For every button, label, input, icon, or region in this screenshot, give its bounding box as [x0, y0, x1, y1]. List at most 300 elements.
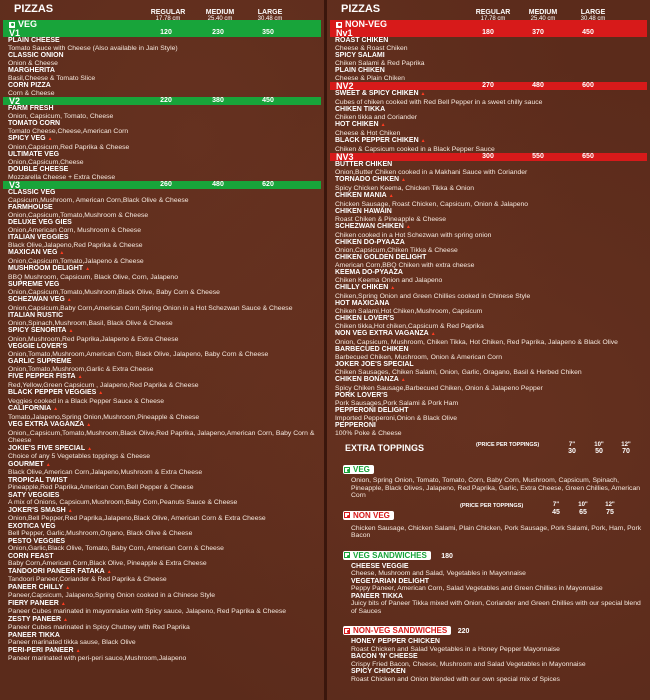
group-price: 350 [262, 29, 274, 36]
menu-item-desc: Chiken tikka and Coriander [335, 113, 417, 121]
menu-item-title: SWEET & SPICY CHIKEN [335, 90, 419, 97]
menu-item-desc: Red,Yellow,Green Capsicum , Jalapeno,Red Paprika & Cheese [8, 381, 199, 389]
menu-item-desc: Onion,American Corn, Mushroom & Cheese [8, 226, 141, 234]
chili-icon: ▲ [420, 138, 426, 144]
menu-item-name [8, 265, 324, 274]
menu-item-title: TORNADO CHIKEN [335, 176, 400, 183]
menu-item-title: FIVE PEPPER FISTA [8, 373, 76, 380]
menu-item-title: HOT MAXICANA [335, 300, 390, 307]
nonveg-toppings-pill: NON VEG [343, 511, 394, 520]
sandwich-desc: Roast Chicken and Salad Vegetables in a Honey Pepper Mayonnaise [351, 645, 560, 653]
menu-item-name [335, 52, 650, 60]
nonveg-sandwich-items [343, 638, 642, 683]
menu-item-name [8, 445, 324, 454]
menu-item-name [335, 284, 650, 293]
menu-item-title: FIERY PANEER [8, 599, 59, 607]
sandwich-name: BACON 'N' CHEESE [351, 653, 418, 660]
menu-item-title: SPICY SENORITA [8, 327, 67, 334]
veg-toppings-pill: VEG [343, 465, 374, 474]
menu-item-title: ZESTY PANEER [8, 615, 62, 623]
menu-item-desc: Onion,Bell Pepper,Red Paprika,Jalapeno,Black Olive, American Corn & Extra Cheese [8, 515, 266, 522]
extra-size-10: 10" [594, 442, 604, 448]
menu-item-title: PANEER CHILLY [8, 583, 64, 591]
menu-item-name [8, 189, 324, 197]
menu-item-name [8, 234, 324, 242]
sandwich-name: CHEESE VEGGIE [351, 562, 409, 570]
group-price: 480 [212, 181, 224, 188]
menu-item-name [8, 600, 324, 609]
menu-item-desc: Chiken cooked in a Hot Schezwan with spring onion [335, 231, 492, 239]
veg-topping-price-7: 30 [568, 448, 576, 455]
menu-item-name [8, 82, 324, 90]
menu-item-desc: Chiken Salami,Hot Chiken,Mushroom, Capsicum [335, 307, 483, 315]
sandwich-desc: Juicy bits of Paneer Tikka mixed with Onion, Coriander and Green Chillies with our special blend of Sauces [351, 600, 641, 615]
menu-item-title: TANDOORI PANEER FATAKA [8, 567, 105, 575]
menu-item-title: CHIKEN GOLDEN DELIGHT [335, 254, 427, 261]
menu-item-title: NON VEG EXTRA VAGANZA [335, 330, 429, 337]
menu-item-name [335, 121, 650, 130]
chili-icon: ▲ [98, 390, 104, 396]
menu-item-desc: Chiken tikka,Hot chiken,Capsicum & Red Paprika [335, 322, 484, 330]
chili-icon: ▲ [106, 568, 112, 575]
menu-item-name [8, 523, 324, 531]
chili-icon: ▲ [430, 331, 436, 337]
menu-item-name [8, 120, 324, 128]
menu-item-name [8, 166, 324, 174]
menu-item-title: SCHEZWAN CHIKEN [335, 223, 404, 230]
menu-item-desc: Onion,Capsicum,Cheese [8, 158, 84, 166]
chili-icon: ▲ [86, 422, 92, 428]
nonveg-price-note: (PRICE PER TOPPINGS) [460, 502, 524, 509]
nonveg-groups [327, 29, 650, 437]
price-group-code: Nv1 [336, 28, 353, 38]
menu-item-title: ROAST CHIKEN [335, 37, 389, 44]
menu-item-title: DELUXE VEG GIES [8, 219, 72, 226]
menu-items [327, 37, 650, 82]
menu-item-desc: Roast Chiken & Pineapple & Cheese [335, 215, 447, 223]
menu-item-desc: Basil,Cheese & Tomato Slice [8, 74, 96, 82]
menu-item-desc: Onion,Capsicum,Red Paprika & Cheese [8, 143, 130, 151]
menu-item-title: JOKER JOE'S SPECIAL [335, 361, 414, 368]
group-price: 380 [212, 97, 224, 104]
price-group-code: V3 [9, 180, 21, 190]
menu-item-name [335, 90, 650, 99]
sandwich-name: PANEER TIKKA [351, 592, 403, 600]
menu-item-title: BUTTER CHIKEN [335, 161, 393, 168]
menu-item-title: CHILLY CHIKEN [335, 284, 389, 291]
menu-item-title: VEG EXTRA VAGANZA [8, 421, 85, 428]
chili-icon: ▲ [75, 647, 81, 654]
menu-item-name [335, 269, 650, 277]
menu-item-title: DOUBLE CHEESE [8, 166, 69, 173]
menu-item-name [8, 281, 324, 289]
menu-item-desc: Onion,Capsicum,Tomato,Mushroom & Cheese [8, 211, 149, 219]
veg-label-bar: VEG [3, 20, 321, 29]
menu-item-desc: Chiken & Capsicum cooked in a Black Pepper Sauce [335, 145, 495, 153]
menu-item-title: CORN PIZZA [8, 82, 51, 89]
chili-icon: ▲ [67, 507, 73, 514]
sandwich-desc: Crispy Fried Bacon, Cheese, Mushroom and Salad Vegetables in Mayonnaise [351, 660, 586, 668]
menu-item-title: PLAIN CHEESE [8, 37, 60, 44]
menu-item-desc: Onion, Capsicum, Tomato, Cheese [8, 112, 114, 120]
menu-item-desc: Corn & Cheese [8, 89, 55, 97]
menu-item-name [8, 327, 324, 336]
menu-item-desc: BBQ Mushroom, Capsicum, Black Olive, Corn, Jalapeno [8, 273, 178, 281]
veg-header [0, 0, 324, 20]
menu-item-title: MUSHROOM DELIGHT [8, 265, 84, 272]
group-price: 600 [582, 82, 594, 89]
menu-item-name [335, 208, 650, 216]
menu-item-title: ITALIAN VEGGIES [8, 234, 69, 241]
menu-item-title: PESTO VEGGIES [8, 537, 66, 545]
menu-item-desc: 100% Poke & Cheese [335, 429, 402, 437]
menu-items [327, 161, 650, 437]
menu-item-title: SUPREME VEG [8, 281, 60, 288]
menu-item-title: PORK LOVER'S [335, 392, 388, 399]
extra-toppings-header [343, 439, 642, 457]
sandwich-desc: Peppy Paneer, American Corn, Salad Vegetables and Green Chillies in Mayonnaise [351, 585, 603, 592]
nv-size-regular: REGULAR [475, 9, 511, 16]
menu-item-desc: Onion, Capsicum, Mushroom, Chiken Tikka, Hot Chiken, Red Paprika, Jalapeno & Black Olive [335, 338, 618, 346]
menu-item-name [8, 358, 324, 366]
menu-item-name [8, 67, 324, 75]
nonveg-sandwiches-pill: NON-VEG SANDWICHES [343, 626, 451, 635]
menu-item-desc: Onion,,Capsicum,Tomato,Mushroom,Black Olive,Red Paprika, Jalapeno,American Corn, Baby Corn & Cheese [8, 429, 315, 444]
menu-item-title: CHIKEN BONANZA [335, 376, 399, 383]
menu-item-desc: Onion,Capsicum,Tomato,Jalapeno & Cheese [8, 257, 144, 265]
menu-item-title: BLACK PEPPER CHIKEN [335, 137, 419, 144]
chili-icon: ▲ [47, 136, 53, 142]
menu-item-desc: Black Olive,Jalapeno,Red Paprika & Cheese [8, 241, 143, 249]
nonveg-symbol-icon [336, 22, 342, 28]
group-price: 370 [532, 29, 544, 36]
menu-item-name [335, 330, 650, 339]
group-price: 550 [532, 153, 544, 160]
menu-item-name [335, 176, 650, 185]
menu-item-desc: Chicken Sausage, Roast Chicken, Capsicum, Onion & Jalapeno [335, 200, 529, 208]
chili-icon: ▲ [66, 297, 72, 303]
nonveg-sandwich-price: 220 [457, 628, 470, 635]
group-price: 620 [262, 181, 274, 188]
menu-item-name [8, 507, 324, 516]
group-price: 270 [482, 82, 494, 89]
chili-icon: ▲ [77, 374, 83, 380]
menu-item-name [8, 343, 324, 351]
menu-item-desc: Bell Pepper, Garlic,Mushroom,Organo, Black Olive & Cheese [8, 530, 193, 537]
menu-item-title: CLASSIC ONION [8, 52, 64, 59]
menu-item-name [8, 312, 324, 320]
menu-item-title: TOMATO CORN [8, 120, 61, 127]
sandwich-name: SPICY CHICKEN [351, 668, 406, 675]
menu-item-desc: Pineapple,Red Paprika,American Corn,Bell Pepper & Cheese [8, 484, 194, 491]
extra-price-note: (PRICE PER TOPPINGS) [476, 442, 540, 448]
menu-item-name [8, 553, 324, 561]
menu-item-desc: Paneer Cubes marinated in Spicy Chutney with Red Paprika [8, 624, 190, 631]
menu-items [0, 189, 324, 663]
menu-item-name [335, 223, 650, 232]
nonveg-topping-price-7: 45 [552, 508, 560, 516]
menu-item-title: FARM FRESH [8, 105, 54, 112]
sandwich-name: HONEY PEPPER CHICKEN [351, 638, 440, 645]
group-price: 120 [160, 29, 172, 36]
nonveg-size-12: 12" [605, 501, 615, 508]
nonveg-toppings [343, 501, 642, 540]
menu-item-name [335, 106, 650, 114]
nv-size-medium: MEDIUM [528, 9, 558, 16]
menu-item-desc: Chiken,Spring Onion and Green Chillies cooked in Chinese Style [335, 292, 531, 300]
menu-item-desc: Tomato,Jalapeno,Spring Onion,Mushroom,Pineapple & Cheese [8, 413, 200, 421]
menu-item-title: BARBECUED CHIKEN [335, 346, 409, 353]
menu-item-name [335, 254, 650, 262]
menu-item-desc: Cheese & Plain Chiken [335, 74, 405, 82]
veg-sandwiches [343, 545, 642, 616]
menu-item-title: SPICY VEG [8, 135, 46, 142]
menu-item-title: GOURMET [8, 460, 44, 468]
menu-item-title: CHIKEN HAWAIN [335, 208, 392, 215]
menu-item-name [8, 296, 324, 305]
menu-item-desc: Paneer Cubes marinated in mayonnaise with Spicy sauce, Jalapeno, Red Paprika & Cheese [8, 608, 287, 615]
menu-item-desc: Cheese & Hot Chiken [335, 129, 401, 137]
price-group-bar [3, 181, 321, 189]
menu-item-title: SCHEZWAN VEG [8, 296, 65, 303]
menu-item-name [8, 249, 324, 258]
menu-item-desc: Onion,Tomato,Mushroom,American Corn, Black Olive, Jalapeno, Baby Corn & Cheese [8, 350, 269, 358]
menu-item-title: JOKIE'S FIVE SPECIAL [8, 444, 86, 452]
chili-icon: ▲ [53, 406, 59, 412]
extra-toppings-title: EXTRA TOPPINGS [345, 443, 425, 453]
menu-items [0, 37, 324, 97]
menu-item-desc: Chiken Sausages, Chiken Salami, Onion, Garlic, Oragano, Basil & Herbed Chiken [335, 368, 582, 376]
menu-item-name [8, 389, 324, 398]
size-large: LARGE [257, 9, 283, 16]
menu-item-name [8, 477, 324, 485]
price-group-code: NV2 [336, 81, 354, 91]
menu-item-name [335, 67, 650, 75]
nonveg-symbol-icon [344, 628, 350, 634]
veg-symbol-icon [344, 467, 350, 473]
menu-item-title: GARLIC SUPREME [8, 358, 72, 365]
price-group-bar [330, 153, 647, 161]
menu-item-name [335, 422, 650, 430]
nonveg-size-7: 7" [552, 501, 560, 508]
extra-toppings-section [327, 439, 650, 683]
menu-item-title: JOKER'S SMASH [8, 506, 66, 514]
veg-sandwich-price: 180 [441, 552, 453, 560]
nonveg-header [327, 0, 650, 20]
menu-item-name [335, 300, 650, 308]
menu-item-name [335, 346, 650, 354]
menu-item-title: CHIKEN MANIA [335, 192, 387, 199]
menu-item-title: PERI-PERI PANEER [8, 646, 74, 654]
chili-icon: ▲ [401, 177, 406, 183]
chili-icon: ▲ [68, 328, 74, 334]
menu-item-title: SPICY SALAMI [335, 52, 385, 59]
chili-icon: ▲ [420, 91, 426, 97]
menu-item-name [8, 568, 324, 577]
group-price: 450 [582, 29, 594, 36]
menu-item-desc: Onion,Capsicum,Baby Corn,American Corn,Spring Onion in a Hot Schezwan Sauce & Cheese [8, 304, 293, 312]
menu-item-name [335, 392, 650, 400]
menu-item-name [8, 405, 324, 414]
menu-item-title: VEGGIE LOVER'S [8, 343, 68, 350]
chili-icon: ▲ [87, 445, 93, 452]
menu-item-title: ULTIMATE VEG [8, 151, 60, 158]
menu-item-name [8, 461, 324, 470]
veg-column [0, 0, 324, 700]
nonveg-column [327, 0, 650, 700]
group-price: 180 [482, 29, 494, 36]
menu-item-name [335, 161, 650, 169]
menu-items [0, 105, 324, 181]
menu-item-title: CALIFORNIA [8, 405, 52, 412]
menu-item-title: ITALIAN RUSTIC [8, 312, 64, 319]
menu-item-desc: Spicy Chicken Keema, Chicken Tikka & Onion [335, 184, 475, 192]
menu-item-desc: Onion,Spinach,Mushroom,Basil, Black Olive & Cheese [8, 319, 173, 327]
menu-items [327, 90, 650, 153]
menu-item-desc: Tomato Sauce with Cheese (Also available in Jain Style) [8, 44, 178, 52]
menu-item-desc: Onion,Capsicum,Tomato,Mushroom,Black Olive, Baby Corn & Cheese [8, 288, 220, 296]
chili-icon: ▲ [388, 193, 394, 199]
menu-item-name [8, 647, 324, 656]
menu-item-name [8, 151, 324, 159]
menu-item-title: HOT CHIKEN [335, 121, 379, 128]
menu-item-name [335, 192, 650, 201]
menu-item-title: PANEER TIKKA [8, 631, 60, 639]
group-price: 300 [482, 153, 494, 160]
group-price: 650 [582, 153, 594, 160]
menu-item-name [8, 421, 324, 430]
menu-item-title: BLACK PEPPER VEGGIES [8, 389, 97, 396]
menu-item-desc: American Corn,BBQ Chiken with extra cheese [335, 261, 475, 269]
menu-item-title: PEPPERONI [335, 422, 376, 429]
size-medium: MEDIUM [205, 9, 235, 16]
veg-topping-price-12: 70 [622, 448, 630, 455]
menu-item-desc: Veggies cooked in a Black Pepper Sauce & Cheese [8, 397, 165, 405]
menu-item-desc: Choice of any 5 Vegetables toppings & Cheese [8, 453, 151, 460]
menu-item-name [335, 239, 650, 247]
menu-item-desc: Baby Corn,American Corn,Black Olive, Pineapple & Extra Cheese [8, 560, 207, 567]
menu-item-title: SATY VEGGIES [8, 491, 60, 499]
extra-size-12: 12" [621, 442, 631, 448]
size-regular: REGULAR [150, 9, 186, 16]
chili-icon: ▲ [60, 600, 66, 607]
menu-item-name [8, 584, 324, 593]
price-group-code: NV3 [336, 152, 354, 162]
menu-item-title: CHIKEN TIKKA [335, 106, 386, 113]
menu-item-desc: Onion,Mushroom,Red Paprika,Jalapeno & Extra Cheese [8, 335, 179, 343]
menu-item-desc: Chiken Salami & Red Paprika [335, 59, 425, 67]
menu-item-name [8, 219, 324, 227]
menu-item-title: MARGHERITA [8, 67, 55, 74]
menu-item-name [8, 492, 324, 500]
nv-size-large: LARGE [580, 9, 606, 16]
veg-title: PIZZAS [14, 3, 54, 15]
price-group-bar [3, 97, 321, 105]
menu-item-desc: Black Olive,American Corn,Jalapeno,Mushroom & Extra Cheese [8, 469, 203, 476]
group-price: 450 [262, 97, 274, 104]
menu-item-title: PLAIN CHIKEN [335, 67, 385, 74]
group-price: 260 [160, 181, 172, 188]
nonveg-label-bar: NON-VEG [330, 20, 647, 29]
menu-item-desc: Pork Sausages,Pork Salami & Pork Ham [335, 399, 459, 407]
veg-toppings [343, 459, 642, 500]
menu-item-desc: Onion & Cheese [8, 59, 58, 67]
menu-item-name [335, 315, 650, 323]
menu-item-title: CHIKEN LOVER'S [335, 315, 395, 322]
sandwich-desc: Cheese, Mushroom and Salad, Vegetables in Mayonnaise [351, 570, 526, 577]
chili-icon: ▲ [85, 266, 91, 272]
menu-item-name [8, 37, 324, 45]
menu-item-name [8, 204, 324, 212]
veg-toppings-desc: Onion, Spring Onion, Tomato, Tomato, Corn, Baby Corn, Mushroom, Capsicum, Spinach, Pineapple, Black Olives, Jalapeno, Red Paprika, Garlic, Extra Cheese, Green Chillies, American Corn [351, 477, 641, 499]
menu-item-desc: Tomato Cheese,Cheese,American Corn [8, 127, 129, 135]
menu-item-desc: Spicy Chiken Sausage,Barbecued Chiken, Onion & Jalapeno Pepper [335, 384, 543, 392]
menu-item-name [8, 538, 324, 546]
sandwich-desc: Roast Chicken and Onion blended with our own special mix of Spices [351, 675, 560, 683]
price-group-bar [330, 82, 647, 90]
nonveg-toppings-desc: Chicken Sausage, Chicken Salami, Plain Chicken, Pork Sausage, Pork Salami, Pork, Ham, Pork Bacon [351, 524, 642, 539]
menu-item-desc: Cubes of chiken cooked with Red Bell Pepper in a sweet chilly sauce [335, 98, 543, 106]
chili-icon: ▲ [405, 224, 411, 230]
menu-item-name [335, 361, 650, 369]
nonveg-topping-price-12: 75 [606, 508, 614, 516]
nonveg-size-10: 10" [578, 501, 588, 508]
extra-size-7: 7" [568, 442, 576, 448]
menu-item-desc: Paneer marinated with peri-peri sauce,Mushroom,Jalapeno [8, 655, 187, 662]
veg-symbol-icon [9, 22, 15, 28]
menu-item-desc: Capsicum,Mushroom, American Corn,Black Olive & Cheese [8, 196, 189, 204]
veg-sandwich-items [343, 563, 642, 616]
menu-item-title: CORN FEAST [8, 552, 54, 560]
veg-symbol-icon [344, 552, 350, 558]
nonveg-symbol-icon [344, 512, 350, 518]
sandwich-name: VEGETARIAN DELIGHT [351, 577, 430, 585]
menu-item-desc: Cheese & Roast Chiken [335, 44, 408, 52]
nonveg-sandwiches [343, 620, 642, 683]
menu-item-name [335, 407, 650, 415]
veg-groups [0, 29, 324, 663]
menu-item-desc: Onion,Tomato,Mushroom,Garlic & Extra Cheese [8, 365, 154, 373]
price-group-bar [330, 29, 647, 37]
menu-item-desc: Imported Pepperoni,Onion & Black Olive [335, 414, 458, 422]
nonveg-title: PIZZAS [341, 3, 381, 15]
menu-item-name [335, 37, 650, 45]
menu-item-title: EXOTICA VEG [8, 522, 56, 530]
group-price: 230 [212, 29, 224, 36]
group-price: 220 [160, 97, 172, 104]
menu-item-title: MAXICAN VEG [8, 249, 58, 256]
menu-item-title: CLASSIC VEG [8, 189, 56, 196]
chili-icon: ▲ [59, 250, 65, 256]
menu-item-name [8, 105, 324, 113]
price-group-code: V1 [9, 28, 21, 38]
nonveg-topping-price-10: 65 [579, 508, 587, 516]
chili-icon: ▲ [390, 285, 396, 291]
group-price: 480 [532, 82, 544, 89]
menu-item-desc: Paneer marinated tikka sause, Black Olive [8, 639, 136, 646]
menu-item-name [8, 632, 324, 640]
menu-item-name [335, 376, 650, 385]
menu-item-name [8, 616, 324, 625]
menu-item-title: PEPPERONI DELIGHT [335, 407, 409, 414]
menu-item-desc: Tandoori Paneer,Coriander & Red Paprika & Cheese [8, 576, 167, 583]
menu-item-title: CHIKEN DO-PYAAZA [335, 239, 405, 246]
menu-item-desc: A mix of Onions, Capsicum,Mushroom,Baby Corn,Peanuts Sauce & Cheese [8, 499, 238, 506]
chili-icon: ▲ [45, 461, 51, 468]
menu-item-name [8, 52, 324, 60]
menu-item-title: FARMHOUSE [8, 204, 53, 211]
menu-item-desc: Paneer,Capsicum, Jalapeno,Spring Onion cooked in a Chinese Style [8, 592, 216, 599]
